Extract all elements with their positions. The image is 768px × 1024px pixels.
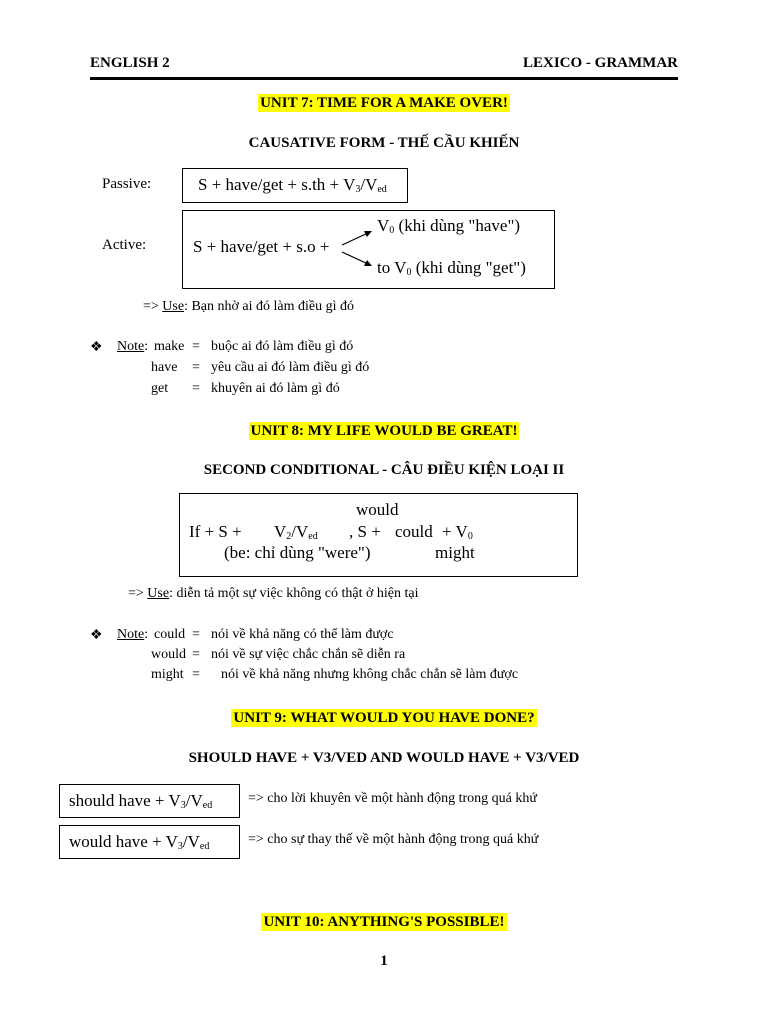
unit9-subtitle: SHOULD HAVE + V3/VED AND WOULD HAVE + V3/VED bbox=[188, 750, 580, 766]
passive-formula: S + have/get + $s.th + V_3/V_{ed}$ bbox=[198, 175, 387, 195]
main-clause: , S + bbox=[349, 522, 381, 541]
passive-label: Passive: bbox=[102, 176, 152, 192]
note-row: get = khuyên ai đó làm gì đó bbox=[151, 381, 340, 396]
branch-have: $V_0$ (khi dùng "have") bbox=[377, 216, 521, 236]
would-have-box bbox=[59, 825, 240, 859]
unit8-use: => Use: diễn tả một sự việc không có thật ở hiện tại bbox=[128, 586, 419, 601]
conditional-formula-box bbox=[179, 493, 578, 577]
branch-arrows bbox=[338, 219, 378, 279]
note-row: make = buộc ai đó làm điều gì đó bbox=[154, 339, 354, 354]
unit7-note-word: Note: bbox=[117, 339, 149, 354]
unit8-title: UNIT 8: MY LIFE WOULD BE GREAT! bbox=[250, 423, 518, 439]
v2-ved: $V_2/V_{ed}$ bbox=[274, 522, 318, 542]
might-word: might bbox=[435, 543, 475, 562]
note-row: might = nói về khả năng nhưng không chắc chắn sẽ làm được bbox=[151, 667, 519, 682]
header-left: ENGLISH 2 bbox=[90, 55, 170, 71]
note-row: could = nói về khả năng có thể làm được bbox=[154, 627, 394, 642]
note-row: would = nói về sự việc chắc chắn sẽ diễn ra bbox=[151, 647, 406, 662]
branch-get: to $V_0$ (khi dùng "get") bbox=[377, 258, 526, 278]
unit7-title: UNIT 7: TIME FOR A MAKE OVER! bbox=[260, 95, 508, 111]
active-label: Active: bbox=[102, 237, 147, 253]
passive-formula-box bbox=[182, 168, 408, 203]
would-word: would bbox=[356, 500, 399, 519]
note-row: have = yêu cầu ai đó làm điều gì đó bbox=[151, 360, 370, 375]
should-have-box bbox=[59, 784, 240, 818]
unit9-title: UNIT 9: WHAT WOULD YOU HAVE DONE? bbox=[233, 710, 535, 726]
active-formula-box bbox=[182, 210, 555, 289]
unit7-subtitle: CAUSATIVE FORM - THẾ CẦU KHIẾN bbox=[248, 135, 520, 151]
unit8-note-bullet: ❖ bbox=[90, 628, 103, 643]
should-have-formula: should have + $V_3/V_{ed}$ bbox=[69, 791, 213, 811]
unit7-use: => Use: Bạn nhờ ai đó làm điều gì đó bbox=[143, 299, 355, 314]
unit8-note-word: Note: bbox=[117, 627, 149, 642]
active-formula: S + have/get + s.o + bbox=[193, 237, 330, 256]
would-have-desc: => cho sự thay thế về một hành động trong quá khứ bbox=[248, 832, 539, 847]
unit10-title: UNIT 10: ANYTHING'S POSSIBLE! bbox=[263, 914, 505, 930]
header-right: LEXICO - GRAMMAR bbox=[523, 55, 678, 71]
if-clause: If + S + bbox=[189, 522, 242, 541]
could-word: could bbox=[395, 522, 433, 541]
plus-v0: + $V_0$ bbox=[442, 522, 473, 542]
should-have-desc: => cho lời khuyên về một hành động trong quá khứ bbox=[248, 791, 537, 806]
unit7-note-bullet: ❖ bbox=[90, 340, 103, 355]
unit8-subtitle: SECOND CONDITIONAL - CÂU ĐIỀU KIỆN LOẠI II bbox=[203, 462, 565, 478]
would-have-formula: would have + $V_3/V_{ed}$ bbox=[69, 832, 210, 852]
page-number: 1 bbox=[380, 953, 388, 969]
be-were-note: (be: chỉ dùng "were") bbox=[224, 543, 371, 562]
header-rule bbox=[90, 77, 678, 80]
